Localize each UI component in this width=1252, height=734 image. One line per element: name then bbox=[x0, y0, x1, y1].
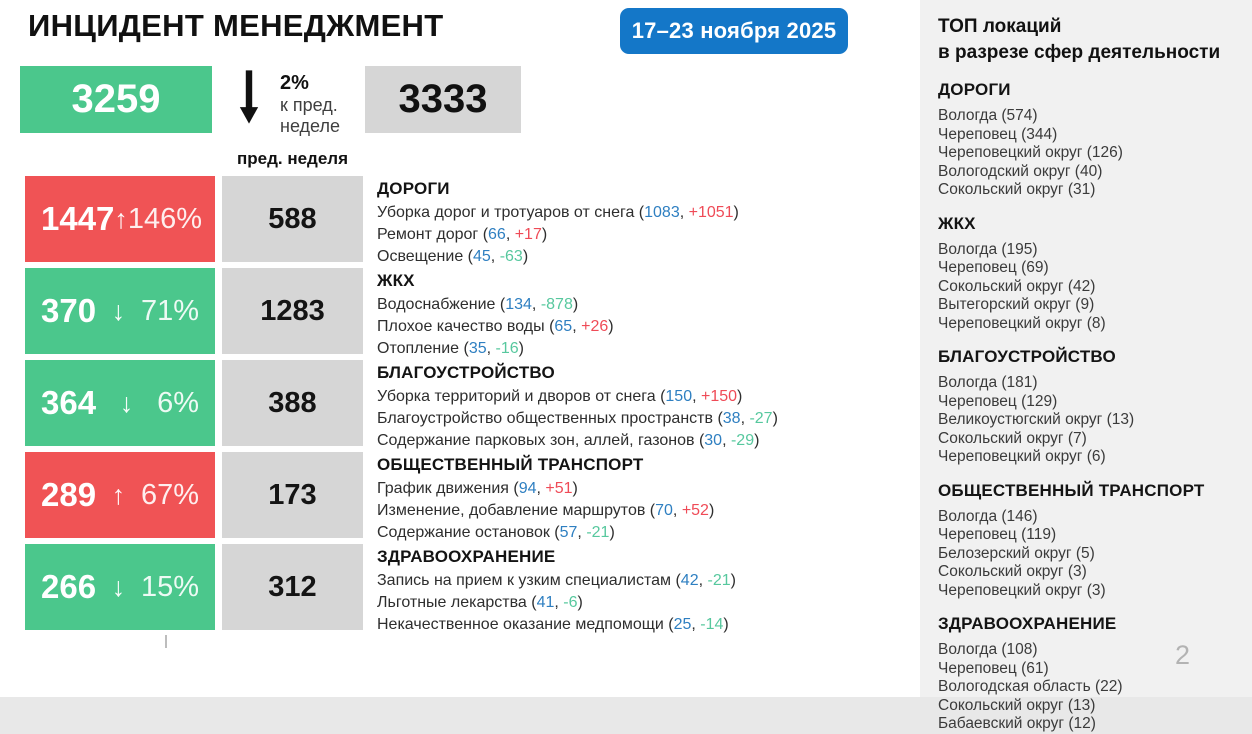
kpi-percent: 71% bbox=[140, 294, 199, 327]
sidebar-title-line2: в разрезе сфер деятельности bbox=[938, 42, 1221, 63]
kpi-percent: 6% bbox=[157, 386, 199, 419]
category-item: Водоснабжение (134, -878) bbox=[377, 296, 579, 313]
kpi-box bbox=[25, 544, 215, 630]
category-title: ОБЩЕСТВЕННЫЙ ТРАНСПОРТ bbox=[377, 455, 644, 474]
top-locations-sidebar bbox=[920, 0, 1252, 732]
prev-week-column-label: пред. неделя bbox=[236, 149, 349, 168]
location-item: Череповецкий округ (3) bbox=[938, 581, 1106, 599]
category-title: ЖКХ bbox=[377, 271, 415, 290]
trend-arrow-icon: ↑ bbox=[111, 479, 126, 510]
location-item: Сокольский округ (42) bbox=[938, 277, 1096, 295]
sidebar-section-heading: ЖКХ bbox=[938, 213, 976, 233]
sidebar-section-roads bbox=[938, 80, 1238, 200]
category-row-healthcare bbox=[25, 544, 897, 633]
category-item: Уборка дорог и тротуаров от снега (1083, +1051) bbox=[377, 204, 739, 221]
sidebar-section-heading: ЗДРАВООХРАНЕНИЕ bbox=[938, 614, 1117, 633]
kpi-value: 364 bbox=[41, 384, 97, 421]
category-rows bbox=[25, 176, 897, 636]
category-row-roads bbox=[25, 176, 897, 265]
category-details bbox=[377, 544, 897, 633]
total-change-label-1: к пред. bbox=[280, 95, 338, 115]
prev-week-value: 588 bbox=[222, 176, 363, 262]
kpi-percent: 67% bbox=[140, 478, 199, 511]
category-title: БЛАГОУСТРОЙСТВО bbox=[377, 363, 555, 382]
sidebar-location-list bbox=[938, 641, 1238, 734]
location-item: Вологда (146) bbox=[938, 507, 1038, 525]
kpi-box bbox=[25, 268, 215, 354]
sidebar-section-heading: БЛАГОУСТРОЙСТВО bbox=[938, 347, 1116, 366]
prev-week-value: 312 bbox=[222, 544, 363, 630]
location-item: Череповец (129) bbox=[938, 392, 1058, 410]
category-item: Запись на прием к узким специалистам (42, -21) bbox=[377, 572, 736, 589]
page-title: ИНЦИДЕНТ МЕНЕДЖМЕНТ bbox=[28, 8, 444, 43]
category-item: Уборка территорий и дворов от снега (150, +150) bbox=[377, 388, 743, 405]
location-item: Череповецкий округ (6) bbox=[938, 448, 1106, 465]
trend-arrow-icon: ↑ bbox=[114, 203, 128, 234]
kpi-value: 289 bbox=[41, 476, 97, 513]
total-change-block bbox=[280, 72, 340, 137]
sidebar-title-line1: ТОП локаций bbox=[938, 16, 1062, 37]
page-number: 2 bbox=[1175, 640, 1191, 670]
kpi-value: 1447 bbox=[41, 200, 115, 237]
location-item: Череповец (61) bbox=[938, 659, 1049, 677]
sidebar-section-transport bbox=[938, 481, 1238, 601]
sidebar-section-heading: ДОРОГИ bbox=[938, 80, 1011, 99]
kpi-box bbox=[25, 452, 215, 538]
tick-mark bbox=[165, 635, 167, 648]
date-range-badge: 17–23 ноября 2025 bbox=[620, 8, 848, 54]
location-item: Бабаевский округ (12) bbox=[938, 715, 1096, 732]
category-item: Содержание парковых зон, аллей, газонов (30, -29) bbox=[377, 432, 760, 449]
location-item: Вологда (108) bbox=[938, 641, 1038, 658]
sidebar-section-heading: ОБЩЕСТВЕННЫЙ ТРАНСПОРТ bbox=[938, 480, 1205, 500]
trend-arrow-icon: ↓ bbox=[119, 387, 134, 418]
sidebar-title bbox=[938, 14, 1238, 66]
category-item: Освещение (45, -63) bbox=[377, 248, 529, 265]
location-item: Великоустюгский округ (13) bbox=[938, 411, 1135, 428]
trend-arrow-icon: ↓ bbox=[111, 571, 126, 602]
total-change-pct: 2% bbox=[280, 72, 309, 94]
location-item: Сокольский округ (31) bbox=[938, 181, 1096, 198]
kpi-box bbox=[25, 360, 215, 446]
sidebar-section-utilities bbox=[938, 214, 1238, 334]
location-item: Череповец (69) bbox=[938, 259, 1049, 276]
prev-week-value: 173 bbox=[222, 452, 363, 538]
category-row-improvement bbox=[25, 360, 897, 449]
location-item: Сокольский округ (3) bbox=[938, 563, 1087, 580]
category-row-utilities bbox=[25, 268, 897, 357]
total-change-label-2: неделе bbox=[280, 116, 340, 136]
location-item: Вологодский округ (40) bbox=[938, 162, 1103, 180]
location-item: Сокольский округ (13) bbox=[938, 696, 1096, 714]
category-item: График движения (94, +51) bbox=[377, 480, 578, 497]
sidebar-location-list bbox=[938, 374, 1238, 467]
sidebar-location-list bbox=[938, 107, 1238, 200]
kpi-percent: 146% bbox=[127, 202, 203, 235]
sidebar-section-healthcare bbox=[938, 614, 1238, 734]
trend-arrow-icon: ↓ bbox=[111, 295, 126, 326]
sidebar-location-list bbox=[938, 508, 1238, 601]
category-title: ДОРОГИ bbox=[377, 179, 450, 198]
category-details bbox=[377, 360, 897, 449]
category-item: Изменение, добавление маршрутов (70, +52) bbox=[377, 502, 715, 519]
location-item: Череповец (344) bbox=[938, 125, 1058, 143]
category-item: Льготные лекарства (41, -6) bbox=[377, 594, 583, 611]
prev-week-value: 388 bbox=[222, 360, 363, 446]
category-item: Отопление (35, -16) bbox=[377, 340, 524, 357]
location-item: Белозерский округ (5) bbox=[938, 544, 1095, 562]
kpi-value: 266 bbox=[41, 568, 97, 605]
category-item: Некачественное оказание медпомощи (25, -14) bbox=[377, 616, 729, 633]
prev-week-value: 1283 bbox=[222, 268, 363, 354]
category-item: Ремонт дорог (66, +17) bbox=[377, 226, 548, 243]
category-item: Содержание остановок (57, -21) bbox=[377, 524, 615, 541]
category-item: Благоустройство общественных пространств (38, -27) bbox=[377, 410, 778, 427]
location-item: Вологда (574) bbox=[938, 107, 1038, 124]
kpi-box bbox=[25, 176, 215, 262]
total-current-value: 3259 bbox=[20, 66, 212, 133]
category-title: ЗДРАВООХРАНЕНИЕ bbox=[377, 547, 556, 566]
sidebar-section-improvement bbox=[938, 347, 1238, 467]
down-arrow-icon bbox=[238, 70, 260, 124]
sidebar-location-list bbox=[938, 241, 1238, 334]
location-item: Вологодская область (22) bbox=[938, 678, 1123, 695]
location-item: Череповецкий округ (126) bbox=[938, 144, 1123, 161]
category-row-transport bbox=[25, 452, 897, 541]
location-item: Вологда (181) bbox=[938, 374, 1038, 391]
category-details bbox=[377, 452, 897, 541]
location-item: Вологда (195) bbox=[938, 240, 1038, 258]
kpi-value: 370 bbox=[41, 292, 97, 329]
location-item: Череповецкий округ (8) bbox=[938, 314, 1106, 332]
location-item: Сокольский округ (7) bbox=[938, 429, 1087, 447]
location-item: Вытегорский округ (9) bbox=[938, 296, 1095, 313]
category-item: Плохое качество воды (65, +26) bbox=[377, 318, 614, 335]
location-item: Череповец (119) bbox=[938, 526, 1057, 543]
category-details bbox=[377, 176, 897, 265]
category-details bbox=[377, 268, 897, 357]
total-prev-value: 3333 bbox=[365, 66, 521, 133]
kpi-percent: 15% bbox=[140, 570, 199, 603]
